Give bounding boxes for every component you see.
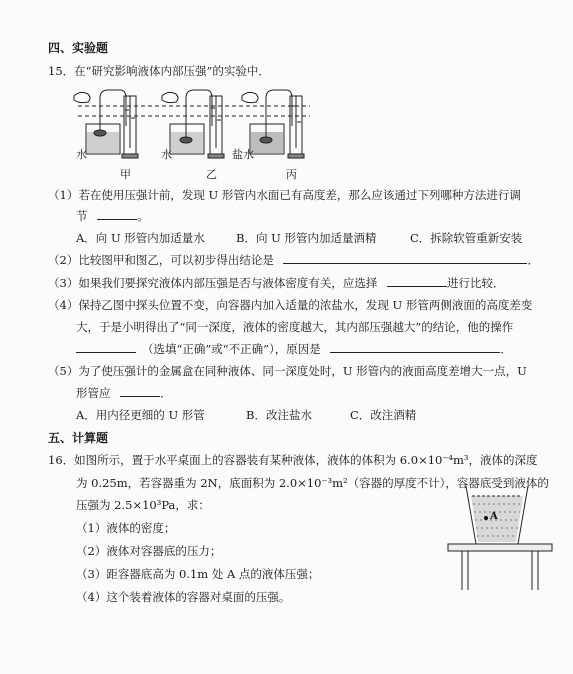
q15-part1-line1: （1）若在使用压强计前，发现 U 形管内水面已有高度差，那么应该通过下列哪种方法进行调 bbox=[48, 188, 521, 202]
q15-part4-line1: （4）保持乙图中探头位置不变，向容器内加入适量的浓盐水，发现 U 形管两侧液面的高度差变 bbox=[48, 298, 533, 312]
q15-part3-end: 进行比较． bbox=[446, 276, 505, 290]
q15-part5-text: 形管应 bbox=[76, 386, 111, 400]
q15-part1-line2 bbox=[76, 208, 149, 224]
q15-part1-option-c: C．拆除软管重新安装 bbox=[410, 231, 523, 245]
q15-part4-end: ． bbox=[500, 342, 512, 356]
q16-line3: 压强为 2.5×10³Pa，求： bbox=[76, 498, 210, 512]
q16-sub3: （3）距容器底高为 0.1m 处 A 点的液体压强； bbox=[76, 567, 320, 581]
q16-sub1: （1）液体的密度； bbox=[76, 521, 176, 535]
q15-part5-line2 bbox=[76, 385, 172, 401]
q15-part4-line3 bbox=[76, 341, 512, 357]
q15-part4-reason-blank[interactable] bbox=[330, 341, 500, 353]
section-title-experiment: 四、实验题 bbox=[48, 41, 109, 55]
q15-part4-line2: 大，于是小明得出了“同一深度，液体的密度越大，其内部压强越大”的结论，他的操作 bbox=[76, 320, 514, 334]
q15-part2-line bbox=[48, 252, 539, 268]
container-on-table-figure bbox=[446, 484, 556, 594]
section-title-calculation: 五、计算题 bbox=[48, 431, 109, 445]
question-15-stem: 15．在“研究影响液体内部压强”的实验中． bbox=[48, 64, 270, 78]
figure-label-water-1: 水 bbox=[76, 148, 87, 161]
q15-part4-choice-blank[interactable] bbox=[76, 341, 136, 353]
q15-part5-answer-blank[interactable] bbox=[120, 385, 160, 397]
q15-part1-option-b: B．向 U 形管内加适量酒精 bbox=[236, 231, 377, 245]
q15-part2-end: ． bbox=[527, 253, 539, 267]
figure-label-water-2: 水 bbox=[161, 148, 172, 161]
point-a-label: A bbox=[490, 511, 498, 522]
q15-part3-answer-blank[interactable] bbox=[387, 275, 447, 287]
q15-part2-answer-blank[interactable] bbox=[283, 252, 527, 264]
q15-part1-end: 。 bbox=[137, 209, 149, 223]
q15-part1-option-a: A．向 U 形管内加适量水 bbox=[76, 231, 205, 245]
q16-line1: 16．如图所示，置于水平桌面上的容器装有某种液体，液体的体积为 6.0×10⁻⁴m³，液体的深度 bbox=[48, 453, 538, 467]
q15-part5-option-a: A．用内径更细的 U 形管 bbox=[76, 408, 205, 422]
figure-caption-jia: 甲 bbox=[120, 168, 131, 181]
q15-part3-text: （3）如果我们要探究液体内部压强是否与液体密度有关，应选择 bbox=[48, 276, 378, 290]
q16-line2: 为 0.25m，若容器重为 2N，底面积为 2.0×10⁻³m²（容器的厚度不计），容器底受到液体的 bbox=[76, 476, 549, 490]
figure-label-saltwater: 盐水 bbox=[232, 148, 254, 161]
q15-part1-answer-blank[interactable] bbox=[97, 208, 137, 220]
q15-part4-text: （选填“正确”或“不正确”），原因是 bbox=[142, 342, 321, 356]
q15-part5-option-b: B．改注盐水 bbox=[246, 408, 312, 422]
q16-sub2: （2）液体对容器底的压力； bbox=[76, 544, 222, 558]
pressure-gauge-figure bbox=[70, 86, 320, 166]
figure-caption-yi: 乙 bbox=[206, 168, 217, 181]
q15-part5-option-c: C．改注酒精 bbox=[350, 408, 417, 422]
q15-part5-end: ． bbox=[160, 386, 172, 400]
q15-part1-text: 节 bbox=[76, 209, 88, 223]
q16-sub4: （4）这个装着液体的容器对桌面的压强。 bbox=[76, 590, 291, 604]
q15-part3-line bbox=[48, 275, 504, 291]
q15-part2-text: （2）比较图甲和图乙，可以初步得出结论是 bbox=[48, 253, 274, 267]
figure-caption-bing: 丙 bbox=[286, 168, 297, 181]
q15-part5-line1: （5）为了使压强计的金属盒在同种液体、同一深度处时，U 形管内的液面高度差增大一点，U bbox=[48, 364, 527, 378]
